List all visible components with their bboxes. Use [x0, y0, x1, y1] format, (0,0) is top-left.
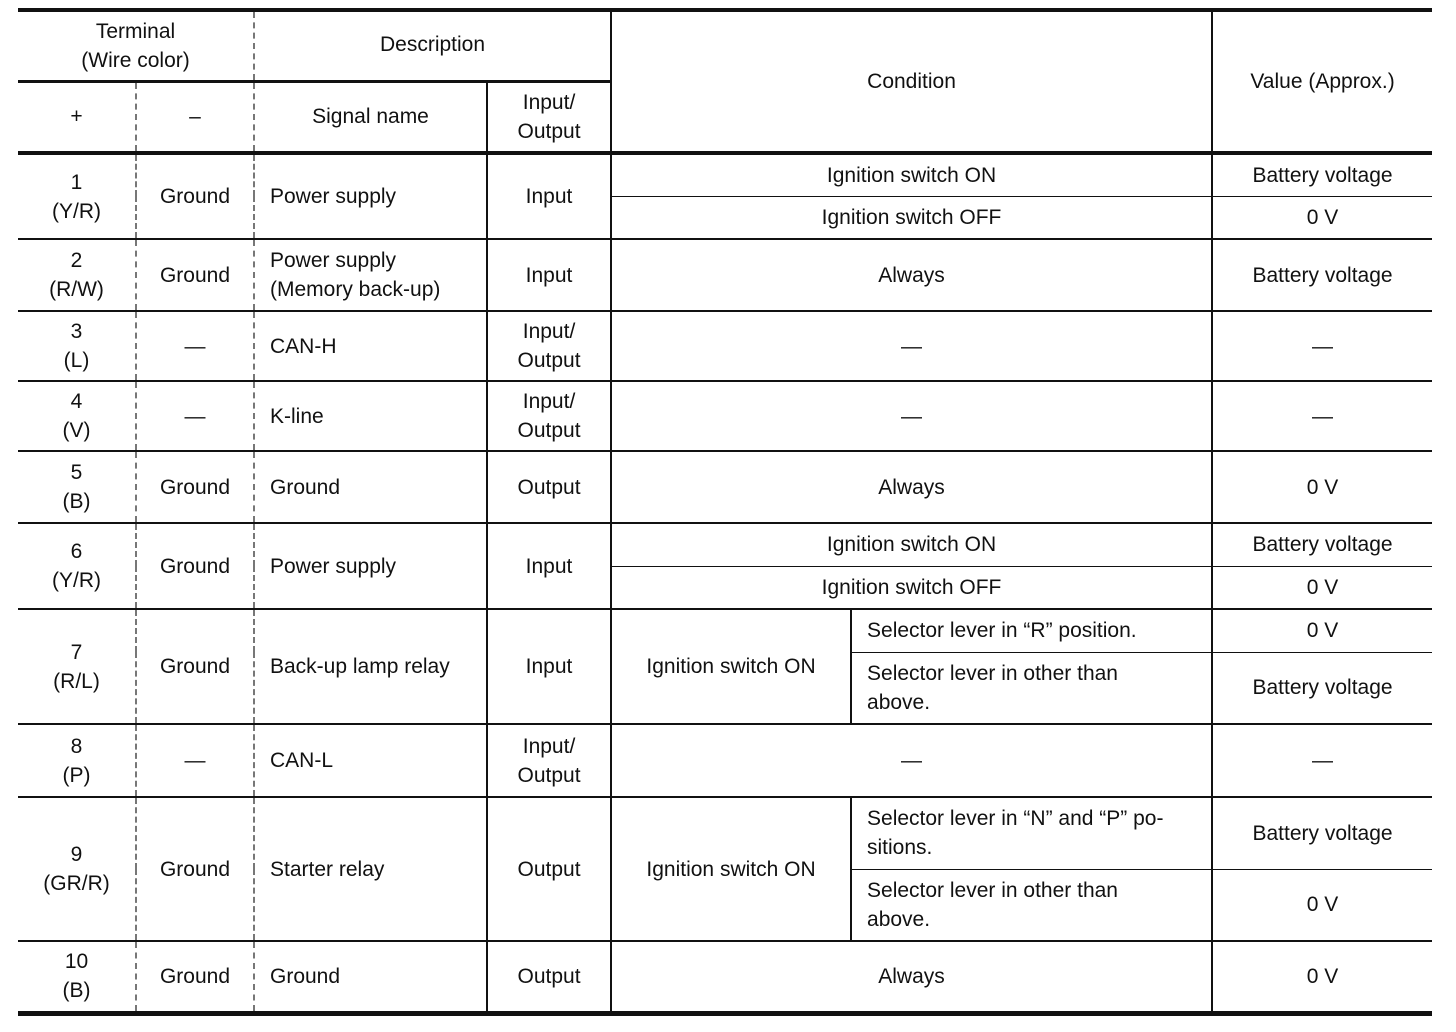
- row-9-condition: Ignition switch ON: [611, 797, 851, 941]
- row-9-signal: Starter relay: [254, 797, 487, 941]
- row-9-subcondition-other: Selector lever in other than above.: [851, 869, 1212, 941]
- header-terminal: Terminal (Wire color): [18, 10, 254, 81]
- row-3-signal: CAN-H: [254, 311, 487, 381]
- row-6-terminal: 6 (Y/R): [18, 523, 136, 609]
- header-input-output: Input/ Output: [487, 81, 611, 153]
- row-6-value-on: Battery voltage: [1212, 523, 1432, 566]
- terminal-table: [18, 8, 1432, 1016]
- row-10-minus: Ground: [136, 941, 254, 1013]
- row-7-subcondition-other: Selector lever in other than above.: [851, 652, 1212, 724]
- row-5-value: 0 V: [1212, 451, 1432, 523]
- row-9-io: Output: [487, 797, 611, 941]
- row-2-io: Input: [487, 239, 611, 311]
- row-5-io: Output: [487, 451, 611, 523]
- header-condition: Condition: [611, 10, 1212, 153]
- row-9-terminal: 9 (GR/R): [18, 797, 136, 941]
- row-8-terminal: 8 (P): [18, 724, 136, 797]
- row-2-minus: Ground: [136, 239, 254, 311]
- row-8-io: Input/ Output: [487, 724, 611, 797]
- row-10-value: 0 V: [1212, 941, 1432, 1013]
- row-1-condition-on: Ignition switch ON: [611, 153, 1212, 196]
- row-9-minus: Ground: [136, 797, 254, 941]
- row-6-condition-off: Ignition switch OFF: [611, 566, 1212, 609]
- header-signal-name: Signal name: [254, 81, 487, 153]
- row-7-condition: Ignition switch ON: [611, 609, 851, 724]
- row-4-signal: K-line: [254, 381, 487, 451]
- row-7-subcondition-r: Selector lever in “R” position.: [851, 609, 1212, 652]
- row-7-terminal: 7 (R/L): [18, 609, 136, 724]
- row-1-value-off: 0 V: [1212, 196, 1432, 239]
- row-6-io: Input: [487, 523, 611, 609]
- row-6-signal: Power supply: [254, 523, 487, 609]
- header-minus: –: [136, 81, 254, 153]
- row-5-minus: Ground: [136, 451, 254, 523]
- row-10-condition: Always: [611, 941, 1212, 1013]
- row-10-terminal: 10 (B): [18, 941, 136, 1013]
- row-5-terminal: 5 (B): [18, 451, 136, 523]
- row-6-minus: Ground: [136, 523, 254, 609]
- header-value: Value (Approx.): [1212, 10, 1432, 153]
- row-2-terminal: 2 (R/W): [18, 239, 136, 311]
- row-1-minus: Ground: [136, 153, 254, 239]
- row-10-signal: Ground: [254, 941, 487, 1013]
- row-1-condition-off: Ignition switch OFF: [611, 196, 1212, 239]
- row-1-signal: Power supply: [254, 153, 487, 239]
- row-5-condition: Always: [611, 451, 1212, 523]
- row-3-minus: —: [136, 311, 254, 381]
- row-9-value-np: Battery voltage: [1212, 797, 1432, 869]
- row-8-value: —: [1212, 724, 1432, 797]
- row-3-terminal: 3 (L): [18, 311, 136, 381]
- row-2-signal: Power supply (Memory back-up): [254, 239, 487, 311]
- header-description: Description: [254, 10, 611, 81]
- row-5-signal: Ground: [254, 451, 487, 523]
- row-3-value: —: [1212, 311, 1432, 381]
- row-10-io: Output: [487, 941, 611, 1013]
- row-8-condition: —: [611, 724, 1212, 797]
- header-plus: +: [18, 81, 136, 153]
- row-1-terminal: 1 (Y/R): [18, 153, 136, 239]
- row-4-io: Input/ Output: [487, 381, 611, 451]
- row-3-io: Input/ Output: [487, 311, 611, 381]
- row-7-signal: Back-up lamp relay: [254, 609, 487, 724]
- row-8-minus: —: [136, 724, 254, 797]
- row-2-value: Battery voltage: [1212, 239, 1432, 311]
- row-4-value: —: [1212, 381, 1432, 451]
- row-6-value-off: 0 V: [1212, 566, 1432, 609]
- row-1-io: Input: [487, 153, 611, 239]
- row-7-io: Input: [487, 609, 611, 724]
- row-3-condition: —: [611, 311, 1212, 381]
- row-1-value-on: Battery voltage: [1212, 153, 1432, 196]
- row-7-value-r: 0 V: [1212, 609, 1432, 652]
- row-4-terminal: 4 (V): [18, 381, 136, 451]
- row-9-subcondition-np: Selector lever in “N” and “P” po- sitions.: [851, 797, 1212, 869]
- row-4-condition: —: [611, 381, 1212, 451]
- row-9-value-other: 0 V: [1212, 869, 1432, 941]
- row-2-condition: Always: [611, 239, 1212, 311]
- row-4-minus: —: [136, 381, 254, 451]
- row-7-value-other: Battery voltage: [1212, 652, 1432, 724]
- row-8-signal: CAN-L: [254, 724, 487, 797]
- row-7-minus: Ground: [136, 609, 254, 724]
- row-6-condition-on: Ignition switch ON: [611, 523, 1212, 566]
